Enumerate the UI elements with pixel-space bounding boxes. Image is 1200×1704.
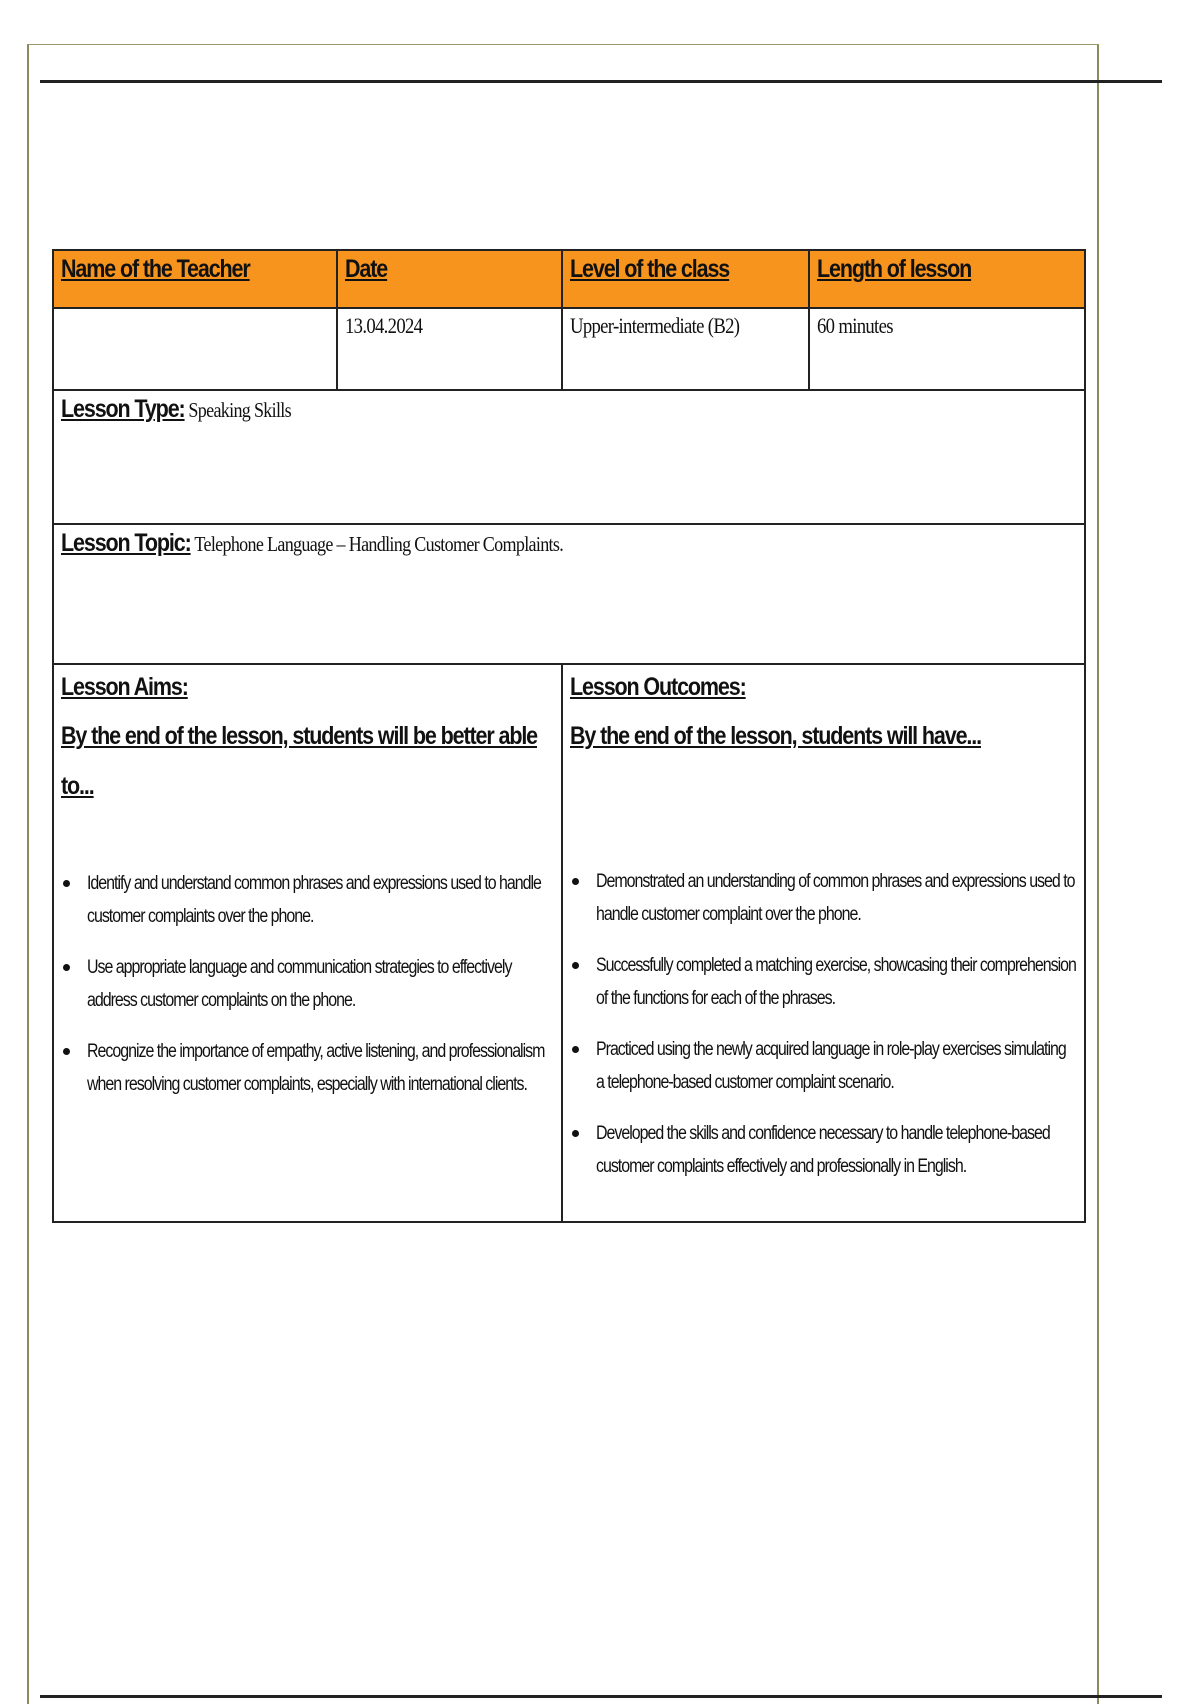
lesson-type-value: Speaking Skills xyxy=(188,398,291,422)
date-value: 13.04.2024 xyxy=(345,313,423,338)
lesson-topic-value: Telephone Language – Handling Customer Complaints. xyxy=(194,532,564,556)
lesson-type-cell xyxy=(53,390,1085,524)
list-item xyxy=(570,1117,1077,1183)
aim-text: Recognize the importance of empathy, active listening, and professionalism when resolving customer complaints, especially with international clients. xyxy=(87,1041,545,1095)
outcome-text: Developed the skills and confidence necessary to handle telephone-based customer complaints effectively and professionally in English. xyxy=(596,1123,1050,1177)
outcome-text: Demonstrated an understanding of common phrases and expressions used to handle customer complaint over the phone. xyxy=(596,871,1075,925)
lesson-aims-subtitle: By the end of the lesson, students will be better able to... xyxy=(61,722,538,800)
date-header-label: Date xyxy=(345,255,388,283)
aims-outcomes-row xyxy=(53,664,1085,1222)
bullet-icon xyxy=(63,880,70,887)
lesson-outcomes-cell xyxy=(562,664,1085,1222)
lesson-outcomes-title: Lesson Outcomes: xyxy=(570,673,746,701)
lesson-aims-title: Lesson Aims: xyxy=(61,673,188,701)
list-item xyxy=(61,1035,554,1101)
values-row xyxy=(53,308,1085,390)
list-item xyxy=(570,865,1077,931)
lesson-type-line xyxy=(61,395,291,424)
bullet-icon xyxy=(63,964,70,971)
list-item xyxy=(570,949,1077,1015)
level-header-cell xyxy=(562,250,809,308)
aim-text: Use appropriate language and communication strategies to effectively address customer complaints on the phone. xyxy=(87,957,512,1011)
bottom-rule xyxy=(40,1695,1162,1698)
level-value: Upper-intermediate (B2) xyxy=(570,313,740,338)
bullet-icon xyxy=(572,1046,579,1053)
outcome-text: Successfully completed a matching exercise, showcasing their comprehension of the functions for each of the phrases. xyxy=(596,955,1076,1009)
lesson-aims-cell xyxy=(53,664,562,1222)
lesson-type-label: Lesson Type: xyxy=(61,395,185,423)
date-value-cell xyxy=(337,308,562,390)
outcome-text: Practiced using the newly acquired language in role-play exercises simulating a telephone-based customer complaint scenario. xyxy=(596,1039,1066,1093)
list-item xyxy=(61,867,554,933)
length-header-cell xyxy=(809,250,1085,308)
lesson-plan-table xyxy=(52,249,1086,1223)
lesson-outcomes-subtitle: By the end of the lesson, students will have... xyxy=(570,722,981,750)
bullet-icon xyxy=(572,962,579,969)
length-header-label: Length of lesson xyxy=(817,255,972,283)
header-row xyxy=(53,250,1085,308)
lesson-outcomes-list xyxy=(570,865,1077,1183)
bullet-icon xyxy=(63,1048,70,1055)
lesson-topic-row xyxy=(53,524,1085,664)
level-value-cell xyxy=(562,308,809,390)
teacher-header-label: Name of the Teacher xyxy=(61,255,250,283)
teacher-value-cell xyxy=(53,308,337,390)
lesson-type-row xyxy=(53,390,1085,524)
bullet-icon xyxy=(572,878,579,885)
lesson-topic-label: Lesson Topic: xyxy=(61,529,191,557)
length-value: 60 minutes xyxy=(817,313,893,338)
level-header-label: Level of the class xyxy=(570,255,730,283)
date-header-cell xyxy=(337,250,562,308)
lesson-topic-line xyxy=(61,529,563,558)
teacher-header-cell xyxy=(53,250,337,308)
lesson-topic-cell xyxy=(53,524,1085,664)
top-rule xyxy=(40,80,1162,83)
length-value-cell xyxy=(809,308,1085,390)
list-item xyxy=(61,951,554,1017)
bullet-icon xyxy=(572,1130,579,1137)
lesson-aims-list xyxy=(61,867,554,1101)
aim-text: Identify and understand common phrases and expressions used to handle customer complaints over the phone. xyxy=(87,873,541,927)
list-item xyxy=(570,1033,1077,1099)
